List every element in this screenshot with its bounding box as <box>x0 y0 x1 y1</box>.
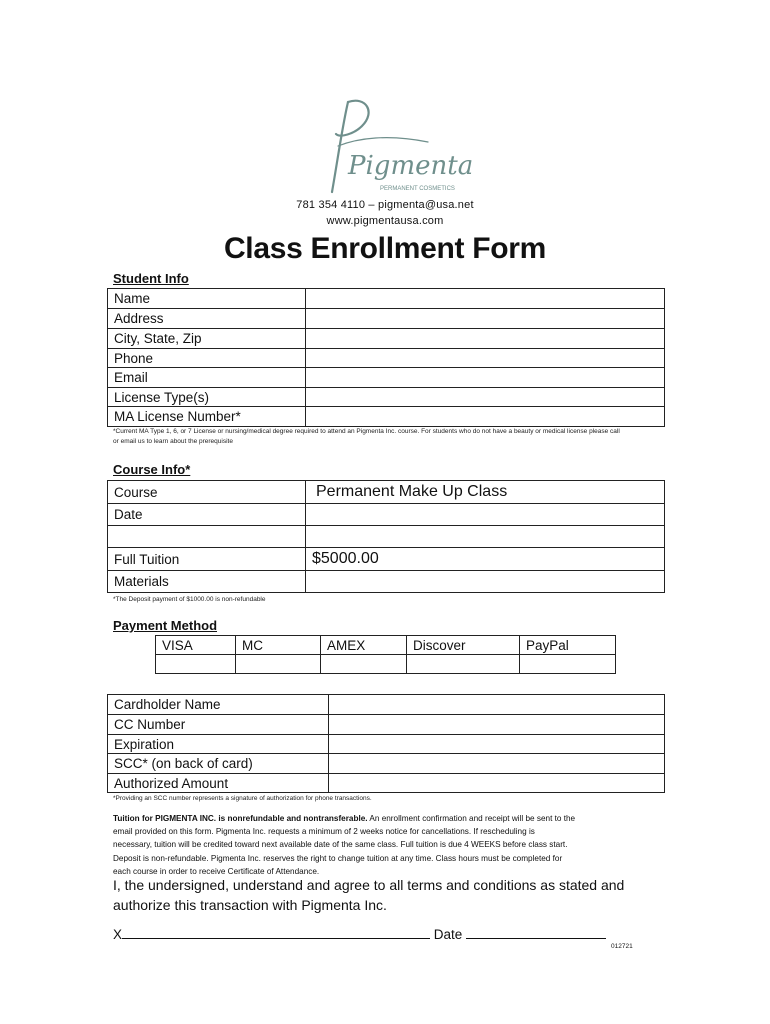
page-title: Class Enrollment Form <box>223 232 547 265</box>
full-tuition-field[interactable]: $5000.00 <box>306 548 665 571</box>
ma-license-number-field[interactable] <box>306 407 665 427</box>
field-label: CC Number <box>108 715 329 735</box>
terms-paragraph <box>113 812 643 878</box>
payment-option-amex: AMEX <box>321 636 407 655</box>
table-row <box>108 388 665 407</box>
deposit-note: *The Deposit payment of $1000.00 is non-refundable <box>113 596 266 603</box>
table-row <box>108 309 665 329</box>
payment-option-discover: Discover <box>407 636 520 655</box>
student-info-heading: Student Info <box>113 271 189 286</box>
terms-text: Deposit is non-refundable. Pigmenta Inc. reserves the right to change tuition at any time. Class hours must be completed for <box>113 853 563 863</box>
course-info-table <box>107 480 665 593</box>
field-label: Expiration <box>108 735 329 754</box>
table-row <box>108 289 665 309</box>
table-row <box>156 636 616 655</box>
table-row <box>108 407 665 427</box>
payment-option-paypal: PayPal <box>520 636 616 655</box>
terms-text: necessary, tuition will be credited toward next available date of the same class. Full tuition is due 4 WEEKS before class start. <box>113 840 568 850</box>
mc-checkbox[interactable] <box>236 655 321 674</box>
expiration-field[interactable] <box>329 735 665 754</box>
student-info-table <box>107 288 665 427</box>
table-row <box>108 481 665 504</box>
signature-field[interactable] <box>122 926 430 939</box>
contact-line: 781 354 4110 – pigmenta@usa.net <box>296 199 474 211</box>
email-field[interactable] <box>306 368 665 388</box>
field-label: SCC* (on back of card) <box>108 754 329 774</box>
field-label: Date <box>108 504 306 526</box>
signature-x-label: X <box>113 927 123 942</box>
signature-date-field[interactable] <box>466 926 606 939</box>
license-type-field[interactable] <box>306 388 665 407</box>
table-row <box>108 526 665 548</box>
payment-option-visa: VISA <box>156 636 236 655</box>
amex-checkbox[interactable] <box>321 655 407 674</box>
terms-text: each course in order to receive Certificate of Attendance. <box>113 866 320 876</box>
blank-field[interactable] <box>306 526 665 548</box>
discover-checkbox[interactable] <box>407 655 520 674</box>
course-info-heading: Course Info* <box>113 462 191 477</box>
terms-text: email provided on this form. Pigmenta Inc. requests a minimum of 2 weeks notice for cancellations. If rescheduling is <box>113 827 535 837</box>
field-label: Full Tuition <box>108 548 306 571</box>
table-row <box>108 329 665 349</box>
table-row <box>108 715 665 735</box>
table-row <box>108 774 665 793</box>
course-field[interactable]: Permanent Make Up Class <box>306 481 665 504</box>
table-row <box>108 368 665 388</box>
pigmenta-logo <box>318 98 474 196</box>
license-note-line: *Current MA Type 1, 6, or 7 License or nursing/medical degree required to attend an Pigmenta Inc. course. For students who do not have a beauty or medical license please call <box>113 428 620 435</box>
table-row <box>108 695 665 715</box>
website: www.pigmentausa.com <box>326 215 444 227</box>
field-label: Email <box>108 368 306 388</box>
field-label <box>108 526 306 548</box>
city-state-zip-field[interactable] <box>306 329 665 349</box>
field-label: Cardholder Name <box>108 695 329 715</box>
cardholder-name-field[interactable] <box>329 695 665 715</box>
table-row <box>108 754 665 774</box>
address-field[interactable] <box>306 309 665 329</box>
field-label: Name <box>108 289 306 309</box>
field-label: Authorized Amount <box>108 774 329 793</box>
field-label: City, State, Zip <box>108 329 306 349</box>
materials-field[interactable] <box>306 571 665 593</box>
table-row <box>156 655 616 674</box>
agreement-statement <box>113 875 673 915</box>
payment-option-mc: MC <box>236 636 321 655</box>
field-label: Address <box>108 309 306 329</box>
terms-text: An enrollment confirmation and receipt will be sent to the <box>367 814 576 823</box>
scc-field[interactable] <box>329 754 665 774</box>
cc-number-field[interactable] <box>329 715 665 735</box>
signature-line <box>113 926 606 942</box>
paypal-checkbox[interactable] <box>520 655 616 674</box>
table-row <box>108 349 665 368</box>
field-label: Materials <box>108 571 306 593</box>
table-row <box>108 571 665 593</box>
phone-field[interactable] <box>306 349 665 368</box>
visa-checkbox[interactable] <box>156 655 236 674</box>
payment-method-table <box>155 635 616 674</box>
license-note <box>113 427 673 446</box>
scc-note: *Providing an SCC number represents a signature of authorization for phone transactions. <box>113 795 372 802</box>
table-row <box>108 548 665 571</box>
logo-wordmark: Pigmenta <box>348 151 474 181</box>
date-field[interactable] <box>306 504 665 526</box>
field-label: Phone <box>108 349 306 368</box>
field-label: License Type(s) <box>108 388 306 407</box>
date-label: Date <box>433 927 463 942</box>
table-row <box>108 735 665 754</box>
field-label: MA License Number* <box>108 407 306 427</box>
field-label: Course <box>108 481 306 504</box>
license-note-line: or email us to learn about the prerequisite <box>113 437 233 445</box>
payment-method-heading: Payment Method <box>113 618 218 633</box>
table-row <box>108 504 665 526</box>
name-field[interactable] <box>306 289 665 309</box>
logo-tagline: PERMANENT COSMETICS <box>380 186 455 192</box>
authorized-amount-field[interactable] <box>329 774 665 793</box>
agreement-line: I, the undersigned, understand and agree to all terms and conditions as stated and <box>113 877 625 893</box>
form-code: 012721 <box>611 943 633 950</box>
agreement-line: authorize this transaction with Pigmenta Inc. <box>113 897 387 913</box>
terms-bold-lead: Tuition for PIGMENTA INC. is nonrefundable and nontransferable. <box>113 814 368 823</box>
card-info-table <box>107 694 665 793</box>
